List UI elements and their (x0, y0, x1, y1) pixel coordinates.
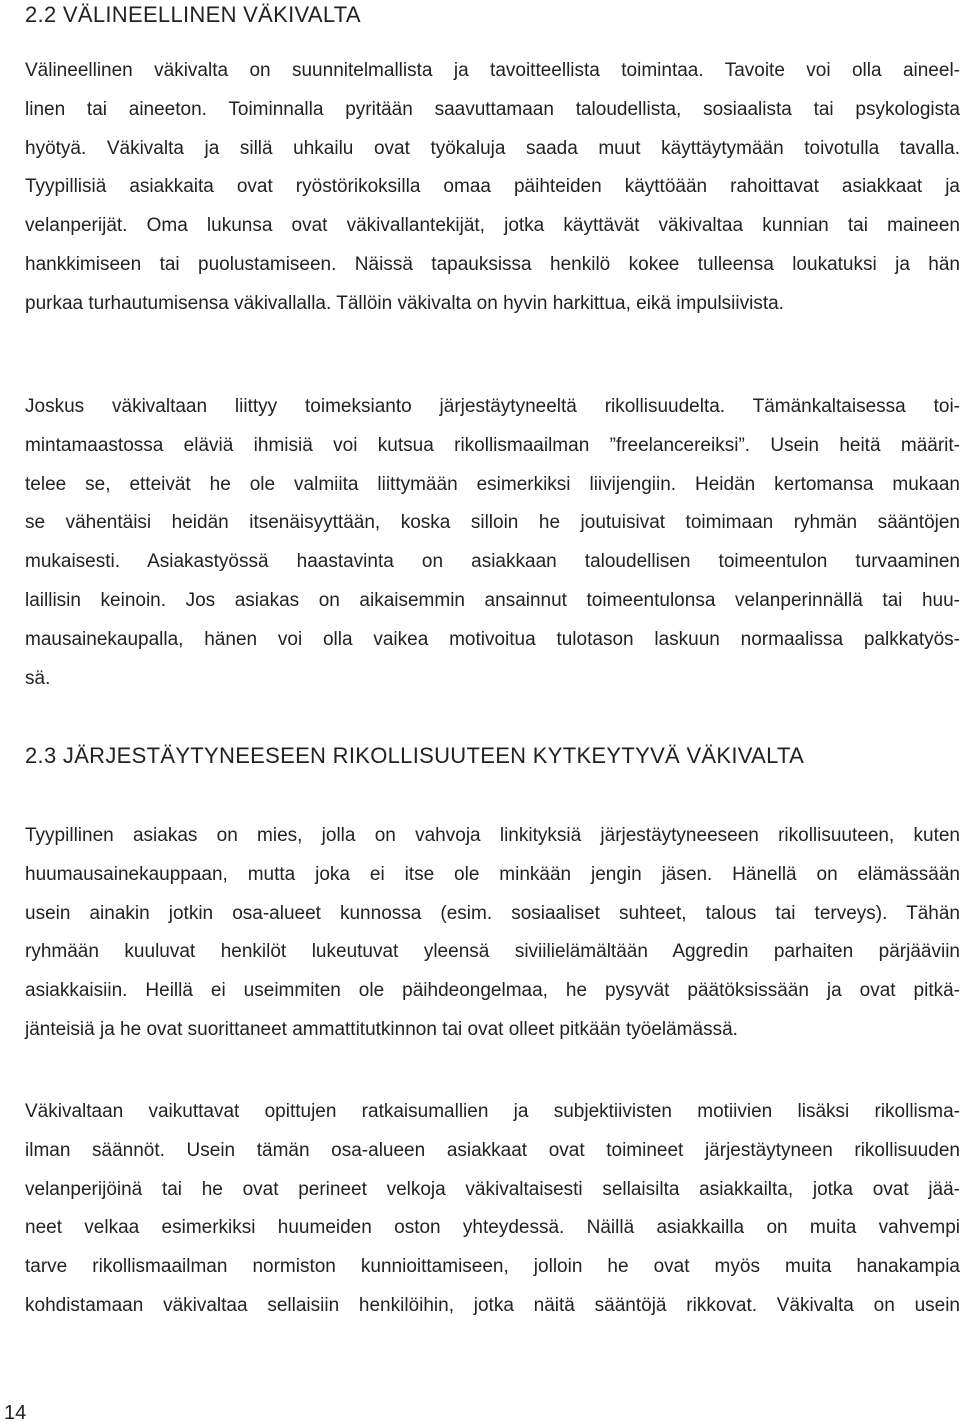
text-line: neet velkaa esimerkiksi huumeiden oston yhteydessä. Näillä asiakkailla on muita vahvempi (25, 1217, 960, 1239)
paragraph-organized-crime-violence-2 (25, 1093, 960, 1326)
text-line: se vähentäisi heidän itsenäisyyttään, koska silloin he joutuisivat toimimaan ryhmän sääntöjen (25, 512, 960, 534)
section-heading-2-2: 2.2 VÄLINEELLINEN VÄKIVALTA (25, 2, 361, 27)
text-line: velanperijöinä tai he ovat perineet velkoja väkivaltaisesti sellaisilta asiakkailta, jotka ovat jää- (25, 1178, 960, 1200)
text-line: huumausainekauppaan, mutta joka ei itse ole minkään jengin jäsen. Hänellä on elämässään (25, 863, 960, 885)
paragraph-instrumental-violence-2 (25, 388, 960, 698)
text-line: Joskus väkivaltaan liittyy toimeksianto järjestäytyneeltä rikollisuudelta. Tämänkaltaisessa toi- (25, 396, 960, 417)
text-line: hyötyä. Väkivalta ja sillä uhkailu ovat työkaluja saada muut käyttäytymään toivotulla tavalla. (25, 137, 960, 159)
paragraph-instrumental-violence-1 (25, 52, 960, 324)
text-line: mukaisesti. Asiakastyössä haastavinta on asiakkaan taloudellisen toimeentulon turvaaminen (25, 551, 960, 573)
text-line: purkaa turhautumisensa väkivallalla. Tällöin väkivalta on hyvin harkittua, eikä impulsiivista. (25, 292, 784, 314)
text-line: sä. (25, 667, 51, 689)
text-line: laillisin keinoin. Jos asiakas on aikaisemmin ansainnut toimeentulonsa velanperinnällä tai huu- (25, 589, 960, 611)
paragraph-organized-crime-violence-1 (25, 817, 960, 1050)
text-line: mintamaastossa eläviä ihmisiä voi kutsua rikollismaailman ”freelancereiksi”. Usein heitä määrit- (25, 434, 960, 456)
text-line: tarve rikollismaailman normiston kunnioittamiseen, jolloin he ovat myös muita hanakampia (25, 1256, 960, 1278)
text-line: Välineellinen väkivalta on suunnitelmallista ja tavoitteellista toimintaa. Tavoite voi olla aineel- (25, 60, 960, 81)
text-line: asiakkaisiin. Heillä ei useimmiten ole päihdeongelmaa, he pysyvät päätöksissään ja ovat pitkä- (25, 980, 960, 1002)
text-line: jänteisiä ja he ovat suorittaneet ammattitutkinnon tai ovat olleet pitkään työelämässä. (25, 1018, 738, 1040)
text-line: Väkivaltaan vaikuttavat opittujen ratkaisumallien ja subjektiivisten motiivien lisäksi rikollisma- (25, 1101, 960, 1122)
section-heading-2-3: 2.3 JÄRJESTÄYTYNEESEEN RIKOLLISUUTEEN KYTKEYTYVÄ VÄKIVALTA (25, 743, 805, 768)
text-line: Tyypillinen asiakas on mies, jolla on vahvoja linkityksiä järjestäytyneeseen rikollisuuteen, kuten (25, 825, 960, 846)
text-line: ryhmään kuuluvat henkilöt lukeutuvat yleensä siviilielämältään Aggredin parhaiten pärjääviin (25, 941, 960, 963)
text-line: linen tai aineeton. Toiminnalla pyritään saavuttamaan taloudellista, sosiaalista tai psykologista (25, 98, 960, 120)
text-line: mausainekaupalla, hänen voi olla vaikea motivoitua tulotason laskuun normaalissa palkkatyös- (25, 628, 960, 650)
text-line: hankkimiseen tai puolustamiseen. Näissä tapauksissa henkilö kokee tulleensa loukatuksi ja hän (25, 253, 960, 275)
page-number: 14 (4, 1402, 27, 1424)
text-line: telee se, etteivät he ole valmiita liittymään esimerkiksi liivijengiin. Heidän kertomansa mukaan (25, 473, 960, 495)
text-line: Tyypillisiä asiakkaita ovat ryöstörikoksilla omaa päihteiden käyttöään rahoittavat asiakkaat ja (25, 176, 960, 198)
text-line: kohdistamaan väkivaltaa sellaisiin henkilöihin, jotka näitä sääntöjä rikkovat. Väkivalta on usein (25, 1294, 960, 1316)
text-line: velanperijät. Oma lukunsa ovat väkivallantekijät, jotka käyttävät väkivaltaa kunnian tai maineen (25, 215, 960, 237)
text-line: usein ainakin jotkin osa-alueet kunnossa (esim. sosiaaliset suhteet, talous tai terveys). Tähän (25, 902, 960, 924)
text-line: ilman säännöt. Usein tämän osa-alueen asiakkaat ovat toimineet järjestäytyneen rikollisuuden (25, 1139, 960, 1161)
